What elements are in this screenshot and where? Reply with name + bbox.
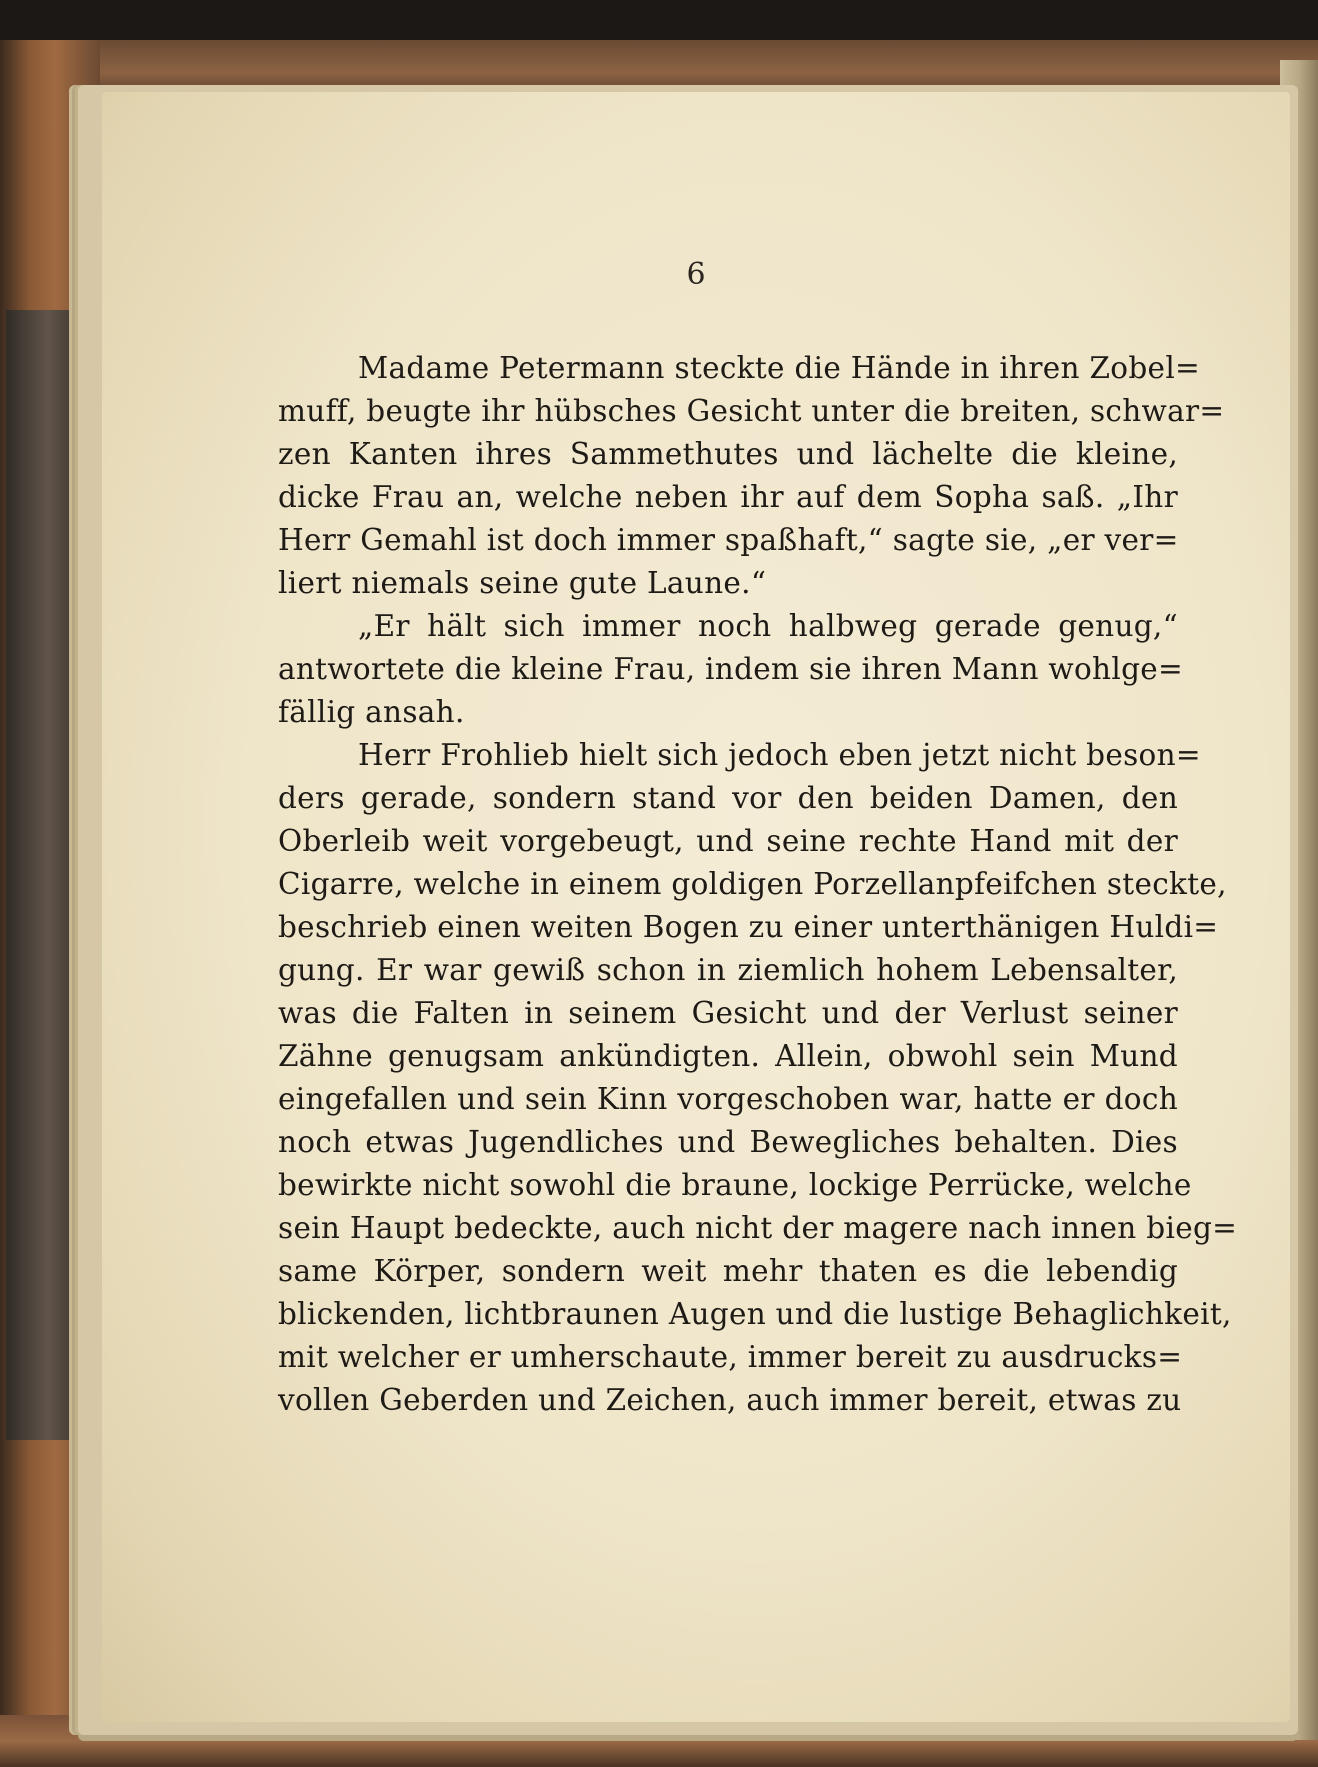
text-line: mit welcher er umherschaute, immer bereit zu ausdrucks= [278, 1340, 1183, 1374]
book-page [102, 92, 1290, 1722]
text-line: „Er hält sich immer noch halbweg gerade genug,“ [358, 609, 1178, 643]
text-line: vollen Geberden und Zeichen, auch immer bereit, etwas zu [278, 1383, 1182, 1417]
text-line: Herr Frohlieb hielt sich jedoch eben jetzt nicht beson= [358, 738, 1201, 772]
paragraph-1 [278, 347, 1225, 605]
text-line: zen Kanten ihres Sammethutes und lächelte die kleine, [278, 437, 1178, 471]
text-line: Oberleib weit vorgebeugt, und seine rechte Hand mit der [278, 824, 1178, 858]
text-line: Madame Petermann steckte die Hände in ihren Zobel= [358, 351, 1201, 385]
text-line: beschrieb einen weiten Bogen zu einer unterthänigen Huldi= [278, 910, 1219, 944]
text-line: antwortete die kleine Frau, indem sie ihren Mann wohlge= [278, 652, 1184, 686]
text-line: dicke Frau an, welche neben ihr auf dem Sopha saß. „Ihr [278, 480, 1178, 514]
text-line: gung. Er war gewiß schon in ziemlich hohem Lebensalter, [278, 953, 1178, 987]
text-line: was die Falten in seinem Gesicht und der Verlust seiner [278, 996, 1178, 1030]
paragraph-3 [278, 734, 1238, 1422]
text-line: bewirkte nicht sowohl die braune, lockige Perrücke, welche [278, 1168, 1192, 1202]
text-line: Cigarre, welche in einem goldigen Porzellanpfeifchen steckte, [278, 867, 1227, 901]
text-line: Zähne genugsam ankündigten. Allein, obwohl sein Mund [278, 1039, 1178, 1073]
page-number: 6 [686, 257, 706, 292]
text-line: eingefallen und sein Kinn vorgeschoben war, hatte er doch [278, 1082, 1178, 1116]
text-line: ders gerade, sondern stand vor den beiden Damen, den [278, 781, 1178, 815]
text-line: noch etwas Jugendliches und Bewegliches behalten. Dies [278, 1125, 1178, 1159]
page-text [278, 347, 1238, 1422]
paragraph-2 [278, 605, 1184, 734]
text-line: muff, beugte ihr hübsches Gesicht unter die breiten, schwar= [278, 394, 1225, 428]
text-line: blickenden, lichtbraunen Augen und die lustige Behaglichkeit, [278, 1297, 1232, 1331]
text-line: sein Haupt bedeckte, auch nicht der magere nach innen bieg= [278, 1211, 1238, 1245]
text-line: same Körper, sondern weit mehr thaten es die lebendig [278, 1254, 1178, 1288]
text-line: liert niemals seine gute Laune.“ [278, 566, 767, 600]
text-line: fällig ansah. [278, 695, 465, 729]
text-line: Herr Gemahl ist doch immer spaßhaft,“ sagte sie, „er ver= [278, 523, 1179, 557]
book-spine [6, 310, 76, 1440]
